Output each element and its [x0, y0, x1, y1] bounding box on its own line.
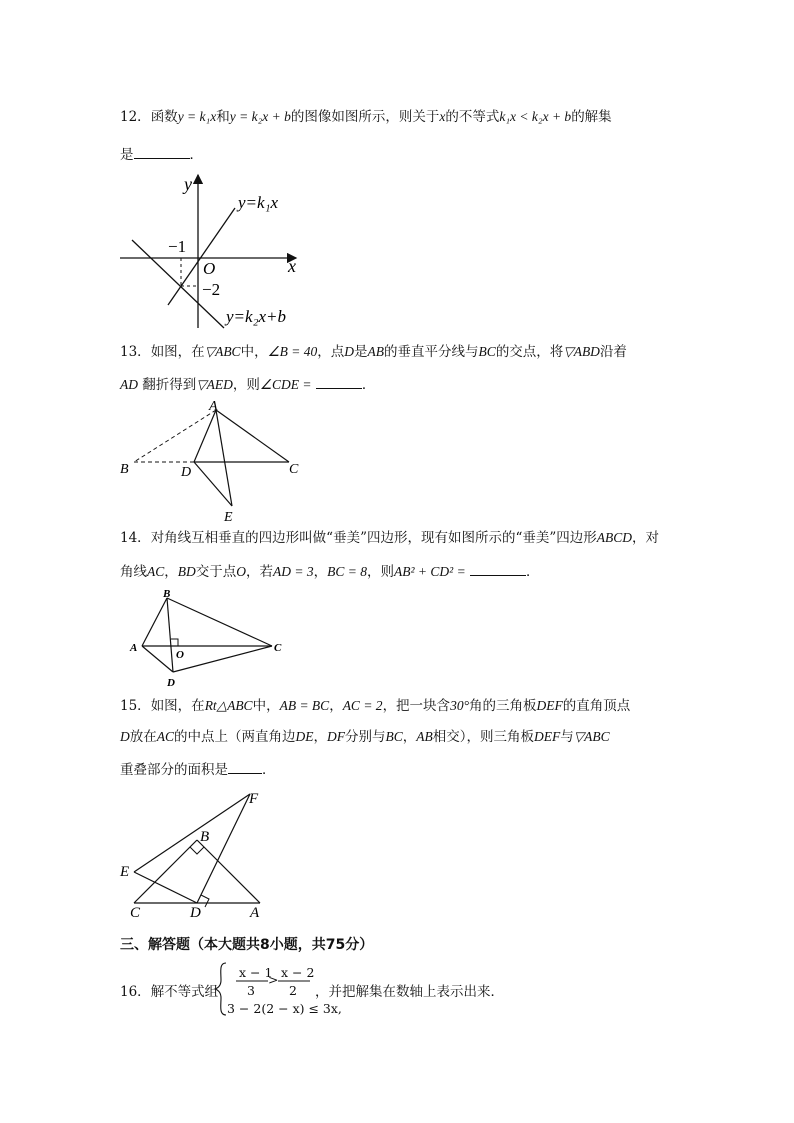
vertex-a-label: A	[209, 399, 218, 414]
fraction-2-numerator: x − 2	[281, 965, 315, 980]
vertex-a-label: A	[250, 905, 260, 921]
vertex-b-label: B	[163, 588, 171, 600]
tick-label-minus-1: −1	[168, 237, 187, 256]
fraction-1-numerator: x − 1	[239, 965, 273, 980]
question-13-line-2: AD 翻折得到▽AED，则∠CDE = ．	[120, 374, 375, 395]
question-14-line-1: 14．对角线互相垂直的四边形叫做“垂美”四边形，现有如图所示的“垂美”四边形ABCD，对	[120, 530, 660, 546]
vertex-f-label: F	[249, 791, 259, 807]
vertex-d-label: D	[167, 677, 175, 689]
section-3-heading: 三、解答题（本大题共8小题，共75分）	[120, 937, 374, 953]
vertex-e-label: E	[120, 864, 130, 880]
question-14-line-2: 角线AC，BD交于点O，若AD = 3，BC = 8，则AB² + CD² = ．	[120, 561, 539, 582]
vertex-a-label: A	[130, 642, 138, 654]
x-axis-label: x	[288, 256, 296, 276]
question-16-suffix: ，并把解集在数轴上表示出来．	[315, 984, 504, 1000]
question-13-line-1: 13．如图，在▽ABC中，∠B = 40，点D是AB的垂直平分线与BC的交点，将▽ABD沿着	[120, 344, 627, 360]
vertex-d-label: D	[190, 905, 201, 921]
vertex-e-label: E	[224, 510, 233, 525]
fraction-2-denominator: 2	[289, 983, 297, 998]
inequality-2: 3 − 2(2 − x) ≤ 3x,	[227, 1001, 342, 1016]
vertex-b-label: B	[120, 462, 129, 477]
question-12-line-1: 12．函数y = k₁x和y = k₂x + b的图像如图所示，则关于x的不等式k₁x < k₂x + b的解集	[120, 109, 612, 125]
label-line-k2x-b: y=k₂x+b	[226, 307, 286, 326]
fraction-1-denominator: 3	[247, 983, 255, 998]
vertex-b-label: B	[200, 829, 210, 845]
question-15-line-3: 重叠部分的面积是 ．	[120, 759, 276, 780]
question-15-line-2: D放在AC的中点上（两直角边DE，DF分别与BC，AB相交），则三角板DEF与▽ABC	[120, 729, 610, 745]
question-12-line-2: 是 ．	[120, 144, 203, 165]
greater-than-sign: >	[268, 972, 279, 987]
vertex-c-label: C	[289, 462, 299, 477]
vertex-c-label: C	[130, 905, 141, 921]
origin-label: O	[203, 259, 216, 278]
label-line-k1x: y=k₁x	[238, 193, 279, 212]
vertex-o-label: O	[176, 649, 184, 661]
question-16-prefix: 16．解不等式组	[120, 984, 219, 1000]
y-axis-label: y	[184, 174, 192, 194]
vertex-c-label: C	[274, 642, 282, 654]
tick-label-minus-2: −2	[202, 280, 221, 299]
vertex-d-label: D	[181, 465, 192, 480]
question-15-line-1: 15．如图，在Rt△ABC中，AB = BC，AC = 2，把一块含30°角的三角板DEF的直角顶点	[120, 698, 631, 714]
